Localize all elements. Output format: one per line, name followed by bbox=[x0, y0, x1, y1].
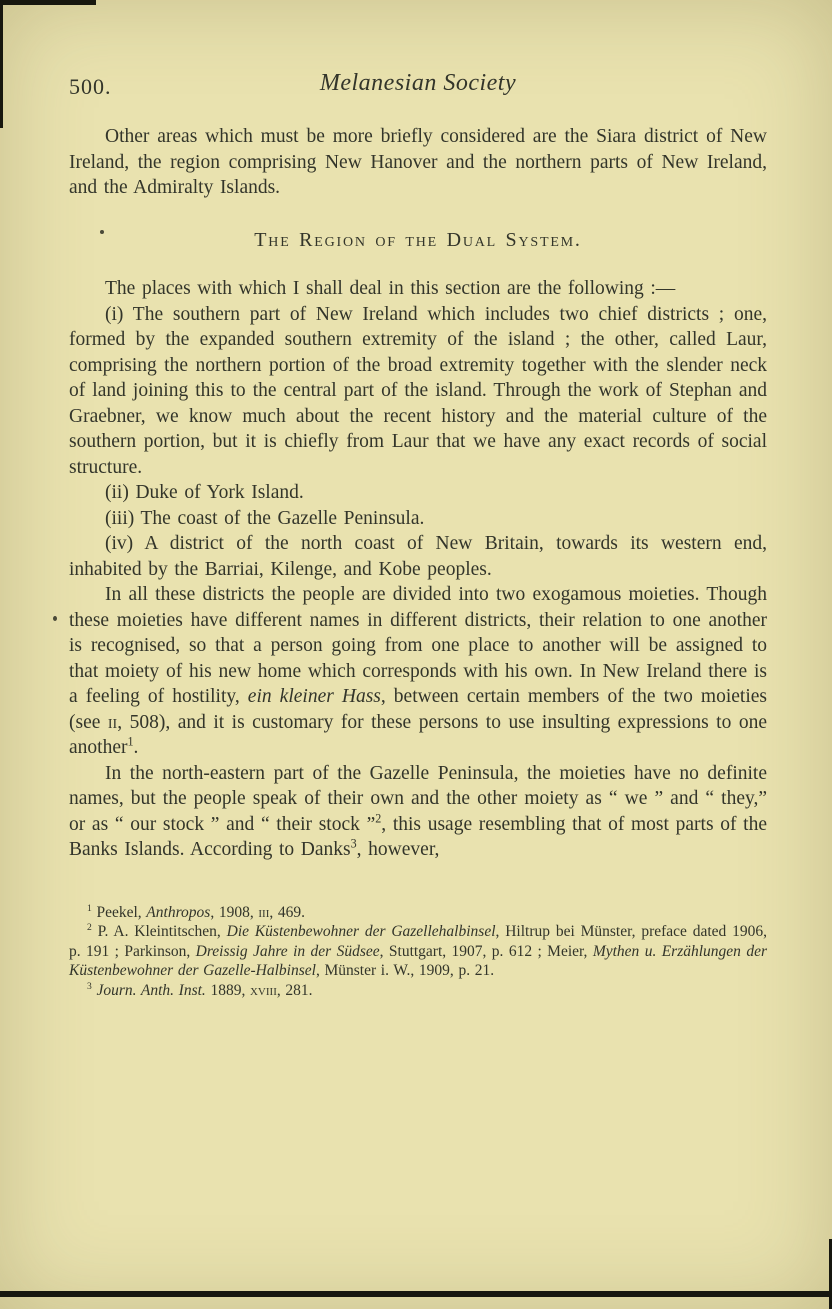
text-run: (iii) The coast of the Gazelle Peninsula. bbox=[105, 507, 425, 529]
text-run: , however, bbox=[356, 839, 440, 860]
paragraph bbox=[69, 302, 767, 481]
paragraph bbox=[69, 276, 767, 302]
scan-artifact bbox=[0, 0, 3, 128]
text-run: In all these districts the people are divided into two exogamous moieties. Though these moieties have different names in different districts, their relation to one another is recognised, so that a person going from one place to another will be assigned to that moiety of his new home which corresponds with his own. In New Ireland there is a feeling of hostility, bbox=[69, 584, 767, 707]
text-run: Journ. Anth. Inst. bbox=[96, 981, 206, 999]
footnote-marker: 1 bbox=[87, 902, 92, 914]
footnotes bbox=[69, 903, 767, 1001]
paragraph bbox=[69, 582, 767, 761]
scan-artifact bbox=[0, 0, 96, 5]
text-run: In the north-eastern part of the Gazelle Peninsula, the moieties have no definite names, but the people speak of their own and the other moiety as “ we ” and “ they,” or as “ our stock ” and “ their stock ” bbox=[69, 762, 767, 835]
paragraph bbox=[69, 506, 767, 532]
text-run: ii bbox=[107, 711, 118, 733]
text-run: ein kleiner Hass bbox=[247, 686, 381, 707]
footnote bbox=[69, 922, 767, 981]
text-run: , 1908, bbox=[210, 903, 259, 921]
text-run: (ii) Duke of York Island. bbox=[105, 482, 304, 503]
scan-artifact bbox=[53, 616, 57, 621]
text-run: , Stuttgart, 1907, p. 612 ; Meier, bbox=[379, 942, 593, 960]
footnote bbox=[69, 903, 767, 923]
text-run: The Region of the Dual System. bbox=[254, 228, 582, 251]
text-run: . bbox=[133, 737, 139, 758]
text-run: , 469. bbox=[269, 903, 306, 921]
text-run: iii bbox=[258, 903, 270, 921]
footnote-marker: 3 bbox=[350, 836, 357, 851]
section-heading bbox=[69, 228, 767, 254]
text-run: xviii bbox=[249, 981, 277, 999]
text-run: P. A. Kleintitschen, bbox=[91, 923, 227, 940]
text-run: , 508), and it is customary for these persons to use insulting expressions to one another bbox=[69, 711, 767, 758]
text-run: , this usage resembling that of most parts of the Banks Islands. According to Danks bbox=[69, 813, 767, 860]
text-run: , between certain members of the two moieties (see bbox=[69, 686, 767, 733]
text-run: , Münster i. W., 1909, p. 21. bbox=[315, 962, 495, 979]
paragraph bbox=[69, 124, 767, 201]
text-run: Anthropos bbox=[146, 903, 211, 921]
text-run: (iv) A district of the north coast of New Britain, towards its western end, inhabited by the Barriai, Kilenge, and Kobe peoples. bbox=[69, 533, 767, 580]
text-run: Die Küstenbewohner der Gazellehalbinsel bbox=[226, 923, 496, 940]
paragraph bbox=[69, 761, 767, 863]
text-run: Other areas which must be more briefly considered are the Siara district of New Ireland, the region comprising New Hanover and the northern parts of New Ireland, and the Admiralty Islands. bbox=[69, 126, 767, 198]
text-run: The places with which I shall deal in this section are the following :— bbox=[105, 278, 676, 299]
paragraph bbox=[69, 531, 767, 582]
footnote-marker: 1 bbox=[127, 734, 134, 749]
text-run: Mythen u. Erzählungen der Küstenbewohner der Gazelle-Halbinsel bbox=[69, 942, 767, 979]
text-run: , Hiltrup bei Münster, preface dated 1906, p. 191 ; Parkinson, bbox=[69, 923, 768, 960]
text-run: (i) The southern part of New Ireland which includes two chief districts ; one, formed by the expanded southern extremity of the island ; the other, called Laur, comprising the northern portion of the broad extremity together with the slender neck of land joining this to the central part of the island. Through the work of Stephan and Graebner, we know much about the recent history and the material culture of the southern portion, but it is chiefly from Laur that we have any exact records of social structure. bbox=[69, 303, 767, 478]
text-run: 1889, bbox=[205, 981, 250, 999]
paragraph bbox=[69, 480, 767, 506]
body-paragraphs bbox=[69, 124, 767, 863]
footnote-marker: 2 bbox=[87, 921, 92, 933]
running-title: Melanesian Society bbox=[319, 70, 517, 96]
page-body bbox=[69, 70, 767, 1000]
footnote-marker: 2 bbox=[375, 811, 382, 825]
text-run: Dreissig Jahre in der Südsee bbox=[195, 942, 380, 960]
scan-artifact bbox=[0, 1291, 832, 1297]
running-head bbox=[69, 70, 767, 104]
page-number: 500. bbox=[69, 74, 112, 99]
text-run: , 281. bbox=[276, 981, 313, 999]
footnote-marker: 3 bbox=[87, 980, 92, 992]
text-run: Peekel, bbox=[91, 903, 147, 921]
footnote bbox=[69, 981, 767, 1001]
